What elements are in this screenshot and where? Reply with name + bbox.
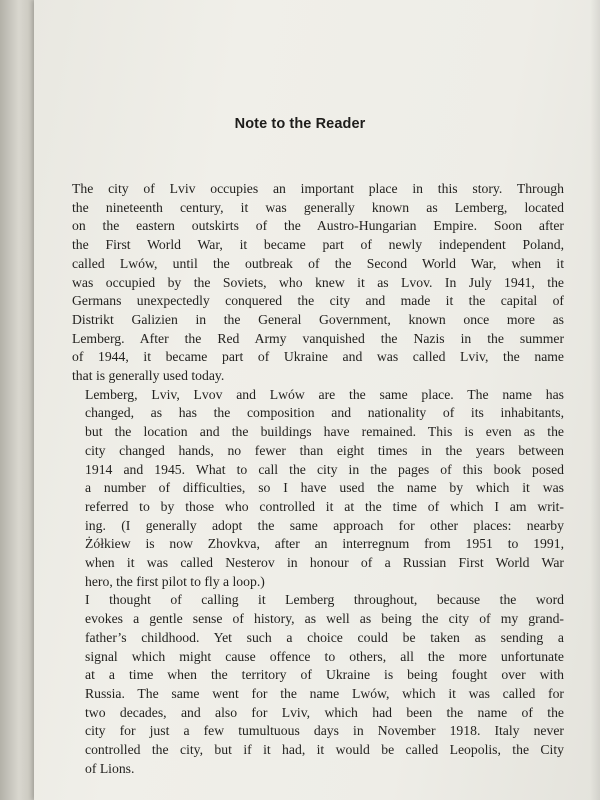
text-line: at a time when the territory of Ukraine is being fought over with xyxy=(85,667,564,683)
text-line: evokes a gentle sense of history, as well as being the city of my grand- xyxy=(85,611,564,627)
page-title: Note to the Reader xyxy=(234,116,366,132)
text-line: Lemberg. After the Red Army vanquished the Nazis in the summer xyxy=(72,330,564,346)
text-line: father’s childhood. Yet such a choice could be taken as sending a xyxy=(85,629,564,645)
text-line: on the eastern outskirts of the Austro-Hungarian Empire. Soon after xyxy=(72,218,564,234)
text-line: that is generally used today. xyxy=(72,368,225,384)
book-page xyxy=(34,0,600,800)
page-edge-shadow xyxy=(590,0,600,800)
text-line: the nineteenth century, it was generally known as Lemberg, located xyxy=(72,199,564,215)
text-line: Żółkiew is now Zhovkva, after an interregnum from 1951 to 1991, xyxy=(85,536,564,552)
text-line: ing. (I generally adopt the same approach for other places: nearby xyxy=(85,517,564,533)
text-line: 1914 and 1945. What to call the city in the pages of this book posed xyxy=(85,461,564,477)
text-line: city changed hands, no fewer than eight times in the years between xyxy=(85,442,564,458)
text-line: changed, as has the composition and nationality of its inhabitants, xyxy=(85,405,564,421)
text-line: a number of difficulties, so I have used the name by which it was xyxy=(85,480,564,496)
text-line: of 1944, it became part of Ukraine and was called Lviv, the name xyxy=(72,349,564,365)
text-line: when it was called Nesterov in honour of a Russian First World War xyxy=(85,555,564,571)
text-line: called Lwów, until the outbreak of the Second World War, when it xyxy=(72,255,564,271)
text-line: city for just a few tumultuous days in November 1918. Italy never xyxy=(85,723,564,739)
text-line: Russia. The same went for the name Lwów, which it was called for xyxy=(85,685,564,701)
text-line: hero, the first pilot to fly a loop.) xyxy=(85,573,265,589)
text-line: was occupied by the Soviets, who knew it as Lvov. In July 1941, the xyxy=(72,274,564,290)
facing-page-edge xyxy=(0,0,34,800)
paragraph-3 xyxy=(72,591,564,778)
text-line: signal which might cause offence to others, all the more unfortunate xyxy=(85,648,564,664)
text-line: but the location and the buildings have remained. This is even as the xyxy=(85,424,564,440)
text-line: of Lions. xyxy=(85,760,135,776)
text-line: controlled the city, but if it had, it would be called Leopolis, the City xyxy=(85,742,564,758)
text-line: The city of Lviv occupies an important place in this story. Through xyxy=(72,181,564,196)
body-text xyxy=(72,180,564,779)
text-line: two decades, and also for Lviv, which had been the name of the xyxy=(85,704,564,720)
text-line: I thought of calling it Lemberg throughout, because the word xyxy=(85,592,564,608)
text-line: Germans unexpectedly conquered the city and made it the capital of xyxy=(72,293,564,309)
paragraph-1 xyxy=(72,180,564,386)
paragraph-2 xyxy=(72,386,564,592)
text-line: referred to by those who controlled it at the time of which I am writ- xyxy=(85,498,564,514)
text-line: Lemberg, Lviv, Lvov and Lwów are the same place. The name has xyxy=(85,386,564,402)
text-line: Distrikt Galizien in the General Government, known once more as xyxy=(72,311,564,327)
text-line: the First World War, it became part of newly independent Poland, xyxy=(72,237,564,253)
